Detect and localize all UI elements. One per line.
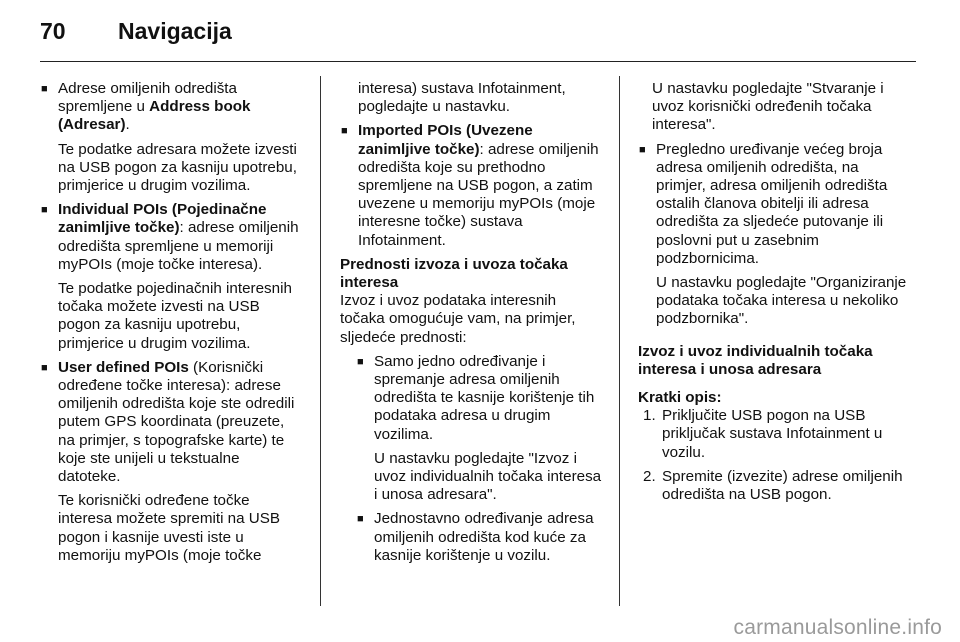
paragraph: U nastavku pogledajte "Stvaranje i uvoz korisnički određenih točaka interesa". — [652, 80, 884, 134]
list-item — [638, 141, 908, 329]
paragraph: U nastavku pogledajte "Izvoz i uvoz individualnih točaka interesa i unosa adresara". — [374, 449, 602, 504]
paragraph: Izvoz i uvoz podataka interesnih točaka omogućuje vam, na primjer, sljedeće prednosti: — [340, 292, 576, 346]
numbered-step — [638, 407, 908, 462]
step-number: 1. — [643, 407, 656, 425]
paragraph: U nastavku pogledajte "Organiziranje podataka točaka interesa u nekoliko podzbornika". — [656, 274, 907, 328]
section-heading: Prednosti izvoza i uvoza točaka interesa — [340, 255, 568, 292]
step-text: Priključite USB pogon na USB priključak sustava Infotainment u vozilu. — [662, 407, 883, 461]
column-divider — [320, 76, 321, 606]
bullet-icon: ■ — [357, 513, 364, 526]
step-number: 2. — [643, 467, 656, 485]
column-left — [40, 80, 302, 571]
bullet-icon: ■ — [639, 143, 646, 156]
bullet-icon: ■ — [357, 355, 364, 368]
bullet-icon: ■ — [41, 83, 48, 95]
column-divider — [619, 76, 620, 606]
paragraph: Te podatke pojedinačnih interesnih točaka možete izvesti na USB pogon za kasniju upotrebu, primjerice u drugim vozilima. — [58, 280, 292, 352]
list-item: ■ User defined POIs (Korisnički određene točke interesa): adrese omiljenih odredišta koje ste odredili putem GPS koordinata (preuzete, na primjer, s topografske karte) te koje ste unijeli u tekstualne datoteke. Te korisnički određene točke interesa možete spremiti na USB pogon i kasnije uvesti iste u memoriju myPOIs (moje točke — [40, 359, 302, 565]
paragraph: interesa) sustava Infotainment, pogledajte u nastavku. — [358, 80, 566, 116]
watermark: carmanualsonline.info — [733, 616, 942, 639]
column-middle — [340, 80, 602, 571]
paragraph: Jednostavno određivanje adresa omiljenih odredišta kod kuće za kasnije korištenje u vozilu. — [374, 510, 594, 564]
list-item — [356, 510, 602, 565]
list-item: ■ Imported POIs (Uvezene zanimljive točke): adrese omiljenih odredišta koje su prethodno spremljene na USB pogon, a zatim uvezene u memoriju myPOIs (moje interesne točke) sustava Infotainment. — [341, 122, 599, 249]
paragraph: Te podatke adresara možete izvesti na USB pogon za kasniju upotrebu, primjerice u drugim vozilima. — [58, 140, 297, 195]
list-item — [356, 353, 602, 505]
paragraph: Samo jedno određivanje i spremanje adresa omiljenih odredišta te kasnije korištenje tih podataka adresa u drugim vozilima. — [374, 352, 595, 443]
term: User defined POIs — [58, 358, 189, 376]
list-item: ■ Adrese omiljenih odredišta spremljene u Address book (Adresar). Te podatke adresara možete izvesti na USB pogon za kasniju upotrebu, primjerice u drugim vozilima. — [40, 80, 302, 195]
numbered-step — [638, 468, 908, 504]
column-right — [638, 80, 908, 510]
term: Individual POIs (Pojedinačne zanimljive točke) — [58, 201, 267, 237]
bullet-icon: ■ — [41, 361, 48, 374]
term: Address book (Adresar) — [58, 98, 251, 134]
list-item: ■ Individual POIs (Pojedinačne zanimljive točke): adrese omiljenih odredišta spremljene u memoriji myPOIs (moje točke interesa). Te podatke pojedinačnih interesnih točaka možete izvesti na USB pogon za kasniju upotrebu, primjerice u drugim vozilima. — [40, 201, 302, 353]
paragraph: Te korisnički određene točke interesa možete spremiti na USB pogon i kasnije uvesti iste u memoriju myPOIs (moje točke — [58, 492, 280, 564]
paragraph: Pregledno uređivanje većeg broja adresa omiljenih odredišta, na primjer, adresa omiljenih odredišta ostalih članova obitelji ili adresa odredišta za sljedeće putovanje ili poslovni put u zasebnim podzbornicima. — [656, 140, 888, 267]
step-text: Spremite (izvezite) adrese omiljenih odredišta na USB pogon. — [662, 467, 903, 504]
bullet-icon: ■ — [41, 204, 48, 217]
page-number: 70 — [40, 18, 66, 44]
bullet-icon: ■ — [341, 125, 348, 138]
term: Imported POIs (Uvezene zanimljive točke) — [358, 122, 533, 158]
header-rule — [40, 61, 916, 62]
subheading: Kratki opis: — [638, 389, 722, 407]
chapter-title: Navigacija — [118, 18, 232, 44]
section-heading: Izvoz i uvoz individualnih točaka interesa i unosa adresara — [638, 342, 873, 378]
